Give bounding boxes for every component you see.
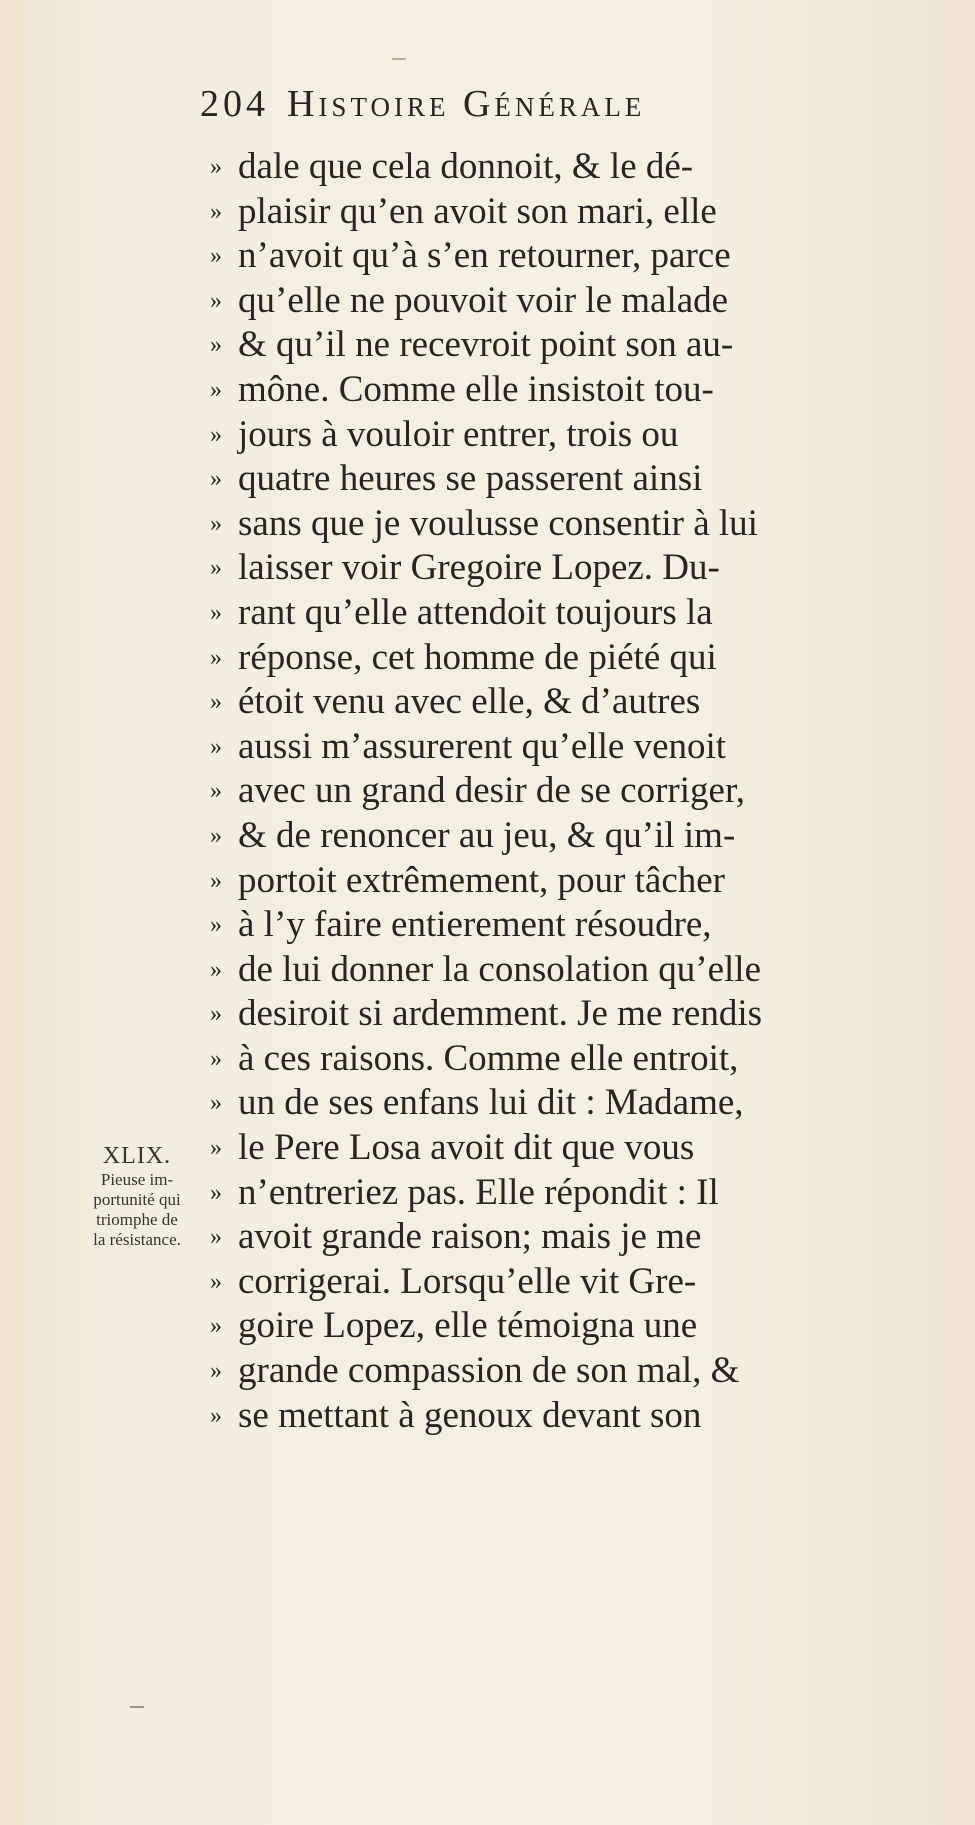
margin-note-line: la résistance. bbox=[93, 1230, 181, 1249]
quotation-mark: » bbox=[210, 1358, 222, 1385]
quotation-mark: » bbox=[210, 154, 222, 180]
line-text: rant qu’elle attendoit toujours la bbox=[238, 591, 713, 633]
margin-note bbox=[62, 1143, 212, 1250]
line-text: jours à vouloir entrer, trois ou bbox=[238, 413, 679, 455]
line-text: le Pere Losa avoit dit que vous bbox=[238, 1127, 695, 1169]
text-line bbox=[210, 1349, 910, 1394]
text-line bbox=[210, 948, 910, 993]
line-text: grande compassion de son mal, & bbox=[238, 1350, 740, 1392]
text-line bbox=[210, 1215, 910, 1260]
line-text: corrigerai. Lorsqu’elle vit Gre- bbox=[238, 1260, 697, 1302]
text-line bbox=[210, 859, 910, 904]
quotation-mark: » bbox=[210, 1402, 222, 1429]
quotation-mark: » bbox=[210, 1224, 222, 1251]
quotation-mark: » bbox=[210, 822, 222, 849]
margin-note-line: Pieuse im- bbox=[100, 1170, 174, 1189]
text-line bbox=[210, 680, 910, 725]
quotation-mark: » bbox=[210, 332, 222, 359]
line-text: étoit venu avec elle, & d’autres bbox=[238, 681, 701, 723]
text-line bbox=[210, 234, 910, 279]
line-text: qu’elle ne pouvoit voir le malade bbox=[238, 279, 729, 321]
line-text: aussi m’assurerent qu’elle venoit bbox=[238, 725, 727, 767]
text-line bbox=[210, 145, 910, 190]
text-line bbox=[210, 725, 910, 770]
quotation-mark: » bbox=[210, 555, 222, 582]
line-text: à l’y faire entierement résoudre, bbox=[238, 904, 712, 946]
line-text: quatre heures se passerent ainsi bbox=[238, 458, 703, 500]
line-text: à ces raisons. Comme elle entroit, bbox=[238, 1037, 739, 1079]
text-line bbox=[210, 591, 910, 636]
text-line bbox=[210, 279, 910, 324]
line-text: sans que je voulusse consentir à lui bbox=[238, 502, 758, 544]
body-text bbox=[210, 145, 910, 1438]
line-text: avec un grand desir de se corriger, bbox=[238, 770, 746, 812]
text-line bbox=[210, 502, 910, 547]
line-text: & de renoncer au jeu, & qu’il im- bbox=[238, 814, 736, 856]
line-text: plaisir qu’en avoit son mari, elle bbox=[238, 190, 717, 232]
text-line bbox=[210, 636, 910, 681]
running-header bbox=[200, 82, 860, 132]
page-number: 204 bbox=[200, 83, 269, 125]
text-line bbox=[210, 1037, 910, 1082]
quotation-mark: » bbox=[210, 867, 222, 894]
line-text: n’entreriez pas. Elle répondit : Il bbox=[238, 1171, 719, 1213]
text-line bbox=[210, 1081, 910, 1126]
quotation-mark: » bbox=[210, 956, 222, 983]
quotation-mark: » bbox=[210, 1001, 222, 1028]
line-text: se mettant à genoux devant son bbox=[238, 1394, 702, 1436]
text-line bbox=[210, 190, 910, 235]
quotation-mark: » bbox=[210, 1179, 222, 1206]
line-text: avoit grande raison; mais je me bbox=[238, 1216, 702, 1258]
text-line bbox=[210, 1394, 910, 1439]
margin-note-number: XLIX. bbox=[102, 1143, 172, 1169]
line-text: dale que cela donnoit, & le dé- bbox=[238, 146, 694, 187]
quotation-mark: » bbox=[210, 689, 222, 716]
quotation-mark: » bbox=[210, 421, 222, 448]
quotation-mark: » bbox=[210, 1268, 222, 1295]
running-title: Histoire Générale bbox=[287, 83, 646, 125]
text-line bbox=[210, 814, 910, 859]
text-line bbox=[210, 457, 910, 502]
quotation-mark: » bbox=[210, 198, 222, 225]
text-line bbox=[210, 413, 910, 458]
quotation-mark: » bbox=[210, 510, 222, 537]
text-line bbox=[210, 769, 910, 814]
quotation-mark: » bbox=[210, 243, 222, 270]
top-mark bbox=[392, 58, 406, 60]
line-text: portoit extrêmement, pour tâcher bbox=[238, 859, 725, 901]
line-text: n’avoit qu’à s’en retourner, parce bbox=[238, 235, 731, 277]
line-text: desiroit si ardemment. Je me rendis bbox=[238, 993, 763, 1035]
margin-note-text bbox=[62, 1170, 212, 1250]
quotation-mark: » bbox=[210, 1313, 222, 1340]
text-line bbox=[210, 1126, 910, 1171]
quotation-mark: » bbox=[210, 733, 222, 760]
margin-note-line: portunité qui bbox=[93, 1190, 181, 1209]
quotation-mark: » bbox=[210, 644, 222, 671]
text-line bbox=[210, 323, 910, 368]
quotation-mark: » bbox=[210, 1090, 222, 1117]
text-line bbox=[210, 546, 910, 591]
text-line bbox=[210, 1304, 910, 1349]
quotation-mark: » bbox=[210, 1135, 222, 1162]
text-line bbox=[210, 992, 910, 1037]
line-text: réponse, cet homme de piété qui bbox=[238, 636, 717, 678]
line-text: goire Lopez, elle témoigna une bbox=[238, 1305, 698, 1347]
quotation-mark: » bbox=[210, 376, 222, 403]
quotation-mark: » bbox=[210, 287, 222, 314]
margin-note-line: triomphe de bbox=[96, 1210, 178, 1229]
quotation-mark: » bbox=[210, 778, 222, 805]
quotation-mark: » bbox=[210, 912, 222, 939]
text-line bbox=[210, 1260, 910, 1305]
line-text: laisser voir Gregoire Lopez. Du- bbox=[238, 547, 720, 589]
text-line bbox=[210, 368, 910, 413]
margin-mark bbox=[130, 1706, 144, 1708]
line-text: & qu’il ne recevroit point son au- bbox=[238, 324, 734, 366]
text-line bbox=[210, 903, 910, 948]
line-text: de lui donner la consolation qu’elle bbox=[238, 948, 761, 990]
quotation-mark: » bbox=[210, 599, 222, 626]
quotation-mark: » bbox=[210, 466, 222, 493]
text-line bbox=[210, 1171, 910, 1216]
line-text: mône. Comme elle insistoit tou- bbox=[238, 368, 714, 410]
quotation-mark: » bbox=[210, 1045, 222, 1072]
line-text: un de ses enfans lui dit : Madame, bbox=[238, 1082, 744, 1124]
